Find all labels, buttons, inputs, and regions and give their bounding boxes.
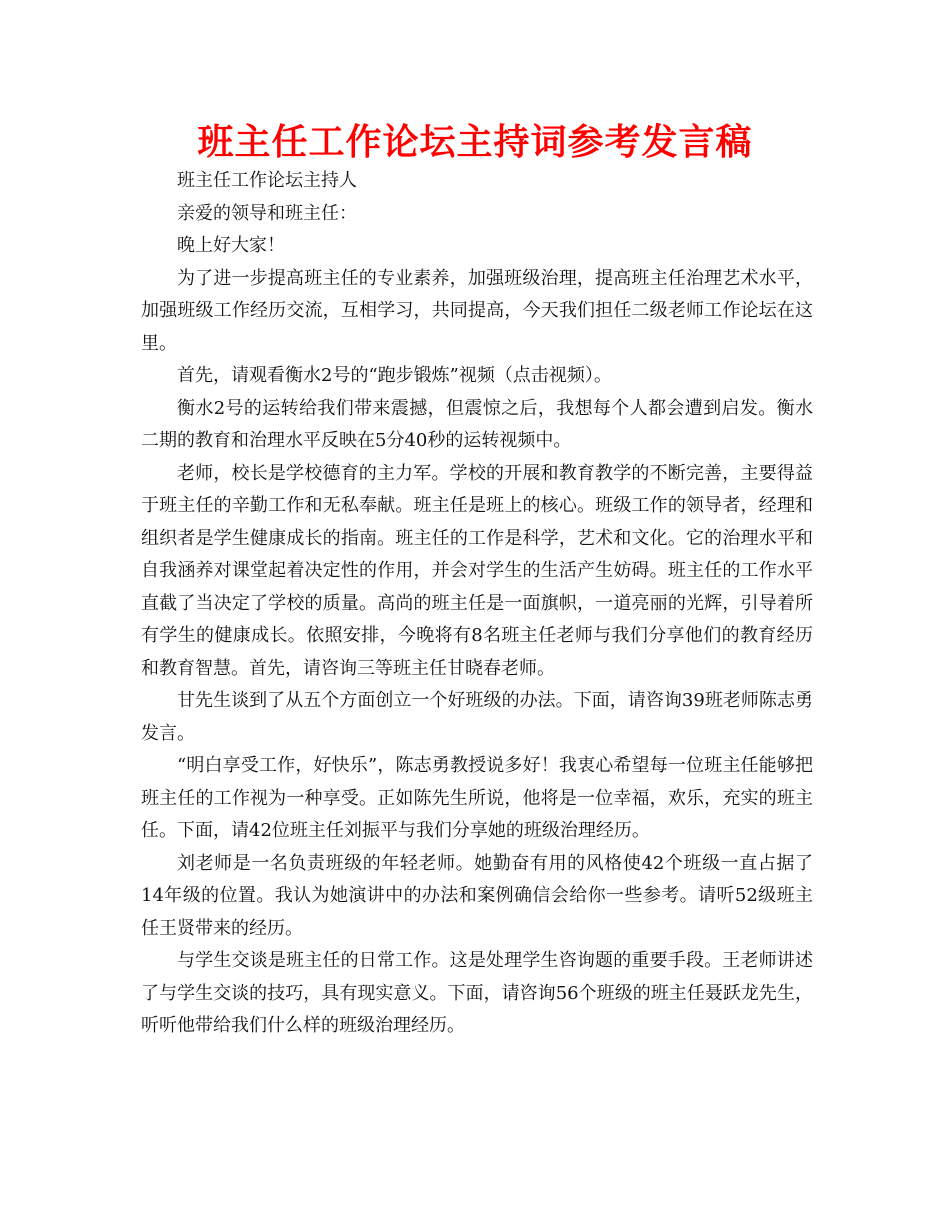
- paragraph-video-intro: 首先，请观看衡水2号的“跑步锻炼”视频（点击视频）。: [177, 365, 612, 386]
- document-body: [141, 165, 813, 1043]
- paragraph-liu: 刘老师是一名负责班级的年轻老师。她勤奋有用的风格使42个班级一直占据了14年级的位置。我认为她演讲中的办法和案例确信会给你一些参考。请听52级班主任王贤带来的经历。: [141, 852, 813, 939]
- paragraph-host-heading: 班主任工作论坛主持人: [177, 170, 357, 191]
- paragraph-gan: 甘先生谈到了从五个方面创立一个好班级的办法。下面，请咨询39班老师陈志勇发言。: [141, 690, 813, 744]
- document-title: 班主任工作论坛主持词参考发言稿: [197, 122, 753, 163]
- paragraph-greeting: 晚上好大家！: [177, 235, 285, 256]
- paragraph-salutation: 亲爱的领导和班主任：: [177, 202, 357, 224]
- paragraph-video-reflection: 衡水2号的运转给我们带来震撼，但震惊之后，我想每个人都会遭到启发。衡水二期的教育和治理水平反映在5分40秒的运转视频中。: [141, 397, 813, 451]
- paragraph-chen: “明白享受工作，好快乐”，陈志勇教授说多好！我衷心希望每一位班主任能够把班主任的工作视为一种享受。正如陈先生所说，他将是一位幸福，欢乐，充实的班主任。下面，请42位班主任刘振平与我们分享她的班级治理经历。: [141, 755, 813, 841]
- paragraph-role-of-teachers: 老师，校长是学校德育的主力军。学校的开展和教育教学的不断完善，主要得益于班主任的辛勤工作和无私奉献。班主任是班上的核心。班级工作的领导者，经理和组织者是学生健康成长的指南。班主任的工作是科学，艺术和文化。它的治理水平和自我涵养对课堂起着决定性的作用，并会对学生的生活产生妨碍。班主任的工作水平直截了当决定了学校的质量。高尚的班主任是一面旗帜，一道亮丽的光辉，引导着所有学生的健康成长。依照安排，今晚将有8名班主任老师与我们分享他们的教育经历和教育智慧。首先，请咨询三等班主任甘晓春老师。: [141, 462, 813, 679]
- paragraph-wang: 与学生交谈是班主任的日常工作。这是处理学生咨询题的重要手段。王老师讲述了与学生交谈的技巧，具有现实意义。下面，请咨询56个班级的班主任聂跃龙先生，听听他带给我们什么样的班级治理经历。: [141, 950, 813, 1036]
- paragraph-purpose: 为了进一步提高班主任的专业素养，加强班级治理，提高班主任治理艺术水平，加强班级工作经历交流，互相学习，共同提高，今天我们担任二级老师工作论坛在这里。: [141, 267, 813, 354]
